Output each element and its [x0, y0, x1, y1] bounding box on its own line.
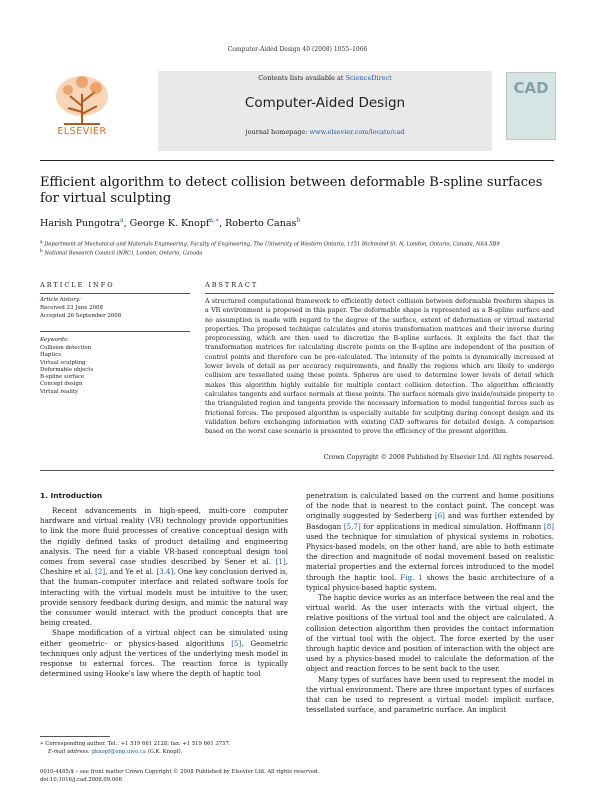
copyright-line: Crown Copyright © 2008 Published by Elsevier Ltd. All rights reserved. — [323, 454, 554, 461]
affiliation-b — [40, 247, 554, 259]
keyword: Deformable objects — [40, 366, 94, 373]
affiliation-text: Department of Mechanical and Materials Engineering, Faculty of Engineering, The University of Western Ontario, 1151 Richmond St. N, London, Ontario, Canada, N6A 5B9 — [44, 241, 500, 248]
paragraph-text: Many types of surfaces have been used to represent the model in the virtual environment. There are three important types of surfaces that can be used to represent a virtual model: implicit surface, tessellated surface, and parametric surface. An implicit — [306, 674, 554, 715]
body-paragraph — [40, 628, 288, 679]
article-info-rule — [40, 293, 190, 294]
homepage-link[interactable]: www.elsevier.com/locate/cad — [309, 128, 405, 136]
affiliation-mark: b — [40, 249, 43, 254]
citation-link[interactable]: [1] — [275, 557, 286, 567]
paragraph-text: penetration is calculated based on the current and home positions of the node that is nearest to the contact point. The concept was originally suggested by Sederberg — [306, 491, 554, 521]
footnote-rule — [40, 736, 110, 737]
paragraph-text: The haptic device works as an interface between the real and the virtual world. As the user interacts with the virtual object, the relative positions of the virtual tool and the object are calculated. A collision detection algorithm then provides the contact information of the virtual tool with the object. The force exerted by the user through haptic device and position of interaction with the object are used by a physics-based model to calculate the deformation of the object and reaction forces to be sent back to the user. — [306, 593, 554, 674]
citation-link[interactable]: [2] — [95, 567, 106, 577]
contents-prefix: Contents lists available at — [258, 74, 346, 82]
journal-name: Computer-Aided Design — [244, 95, 406, 111]
body-right-column — [306, 491, 554, 715]
journal-cover-thumbnail — [506, 72, 556, 140]
article-title: Efficient algorithm to detect collision between deformable B-spline surfaces for virtual sculpting — [40, 175, 543, 206]
email-label: E-mail address: — [48, 749, 90, 755]
email-note — [40, 748, 308, 756]
section-heading-introduction: 1. Introduction — [40, 491, 103, 500]
keyword: Haptics — [40, 352, 62, 359]
citation-link[interactable]: [3,4] — [156, 567, 174, 577]
abstract-bottom-rule — [40, 470, 554, 471]
issn-line: 0010-4485/$ – see front matter Crown Copyright © 2008 Published by Elsevier Ltd. All rights reserved. — [40, 769, 320, 775]
publisher-name: ELSEVIER — [57, 126, 107, 137]
corresponding-author-note: ∗ Corresponding author. Tel.: +1 519 661 2128; fax: +1 519 661 3757. — [40, 741, 231, 747]
keyword: B-spline surface — [40, 374, 85, 381]
paragraph-text: shows the basic architecture of a typical physics-based haptic system. — [306, 572, 555, 592]
contents-line — [158, 74, 492, 82]
body-left-column — [40, 506, 288, 679]
author-name: Harish Pungotra — [40, 218, 120, 230]
citation-link[interactable]: [8] — [543, 521, 554, 531]
citation-link[interactable]: [6] — [434, 511, 445, 521]
author-affiliation-mark[interactable]: a,∗ — [209, 217, 220, 224]
abstract-rule — [205, 293, 554, 294]
email-suffix: (G.K. Knopf). — [145, 749, 183, 755]
author-name: Roberto Canas — [225, 218, 297, 230]
journal-masthead — [158, 71, 492, 151]
citation-link[interactable]: [5,7] — [343, 521, 361, 531]
keyword: Virtual sculpting — [40, 359, 86, 366]
abstract-text: A structured computational framework to efficiently detect collision between deformable freeform shapes in a VR environment is proposed in this paper. The deformable shape is represented as a B-spline surface and no assumption is made with regard to the degree of the surface, extent of deformation or virtual material properties. The proposed technique calculates and stores transformation matrices and their inverse during preprocessing, which are then used to discretize the B-spline surfaces. It exploits the fact that the transformation matrices for calculating discrete points on the B-spline are independent of the position of control points and therefore can be pre-calculated. The intensity of the points is dynamically increased at lower levels of detail as per accuracy requirements, and finally the regions which are likely to undergo collision are tessellated using these points. Spheres are used to determine lower levels of detail which makes this algorithm highly suitable for multiple contact collision detection. The algorithm efficiently calculates tangents and surface normals at these points. The surface normals give inside/outside property to the triangulated region and tangents provide the necessary information to model tangential forces such as frictional forces. The proposed algorithm is especially suitable for sculpting during concept design and its validation before exchanging information with existing CAD softwares for detailed design. A comparison based on the worst case scenario is presented to prove the efficiency of the present algorithm. — [205, 298, 554, 436]
cover-title: CAD — [513, 79, 549, 97]
paragraph-text: Recent advancements in high-speed, multi-core computer hardware and virtual reality (VR) technology provide opportunities to link the more fluid processes of creative conceptual design with the rigidly defined tasks of product detailing and engineering analysis. The need for a viable VR-based conceptual design tool comes from several case studies described by Sener et al. — [40, 506, 288, 567]
body-paragraph — [306, 491, 554, 593]
citation-link[interactable]: [5] — [231, 638, 242, 648]
paragraph-text: and was further extended by Basdogan — [306, 511, 554, 531]
doi-link[interactable]: doi:10.1016/j.cad.2008.09.006 — [40, 777, 122, 783]
header-rule — [40, 160, 554, 161]
article-info-heading: ARTICLE INFO — [40, 281, 115, 289]
keywords-label: Keywords: — [40, 337, 69, 343]
history-label: Article history: — [40, 297, 81, 303]
email-link[interactable]: gknopf@eng.uwo.ca — [91, 749, 146, 755]
keyword: Virtual reality — [40, 388, 79, 395]
affiliation-text: National Research Council (NRC), London, Ontario, Canada — [44, 250, 203, 257]
abstract-heading: ABSTRACT — [205, 281, 259, 289]
paragraph-text: , Cheshire et al. — [40, 557, 288, 577]
paragraph-text: . One key conclusion derived is, that the human–computer interface and related software tools for interacting with the virtual models must be intuitive to the user, provide sensory feedback during design, and mimic the natural way the consumer would interact with the product concepts that are being created. — [40, 567, 289, 628]
paragraph-text: for applications in medical simulation. Hoffmann — [360, 521, 544, 531]
keyword-list — [40, 345, 190, 396]
paragraph-text: Shape modification of a virtual object can be simulated using either geometric- or physics-based algorithms — [40, 628, 288, 648]
author-affiliation-mark[interactable]: b — [296, 217, 301, 224]
paragraph-text: , and Ye et al. — [105, 567, 157, 577]
author-name: George K. Knopf — [129, 218, 210, 230]
keyword: Concept design — [40, 381, 83, 388]
journal-citation: Computer-Aided Design 40 (2008) 1055–1066 — [227, 46, 368, 53]
paragraph-text: . Geometric techniques only adjust the vertices of the underlying mesh model in response to external forces. The reaction force is typically determined using Hooke's law where the depth of haptic tool — [40, 638, 288, 679]
homepage-prefix: journal homepage: — [245, 128, 310, 136]
affiliation-mark: a — [40, 240, 43, 245]
elsevier-tree-logo — [40, 72, 124, 134]
author-list: Harish Pungotra$^a$, George K. Knopf$^{a,∗}$, Roberto Canas$^b$ — [40, 217, 301, 230]
citation-link[interactable]: Fig. 1 — [400, 572, 423, 582]
keyword: Collision detection — [40, 345, 92, 351]
paragraph-text: used the technique for simulation of physical systems in robotics. Physics-based models, on the other hand, are able to both estimate the direction and magnitude of nodal movement based on realistic material properties and the external forces introduced to the model through the haptic tool. — [306, 531, 554, 582]
author-affiliation-mark[interactable]: a — [120, 217, 124, 224]
body-paragraph — [306, 675, 554, 716]
keywords-rule — [40, 331, 190, 332]
received-date: Received 23 June 2008 — [40, 305, 103, 311]
accepted-date: Accepted 26 September 2008 — [40, 313, 122, 319]
sciencedirect-link[interactable]: ScienceDirect — [345, 74, 392, 82]
body-paragraph — [40, 506, 288, 628]
body-paragraph — [306, 593, 554, 675]
journal-homepage — [158, 128, 492, 136]
